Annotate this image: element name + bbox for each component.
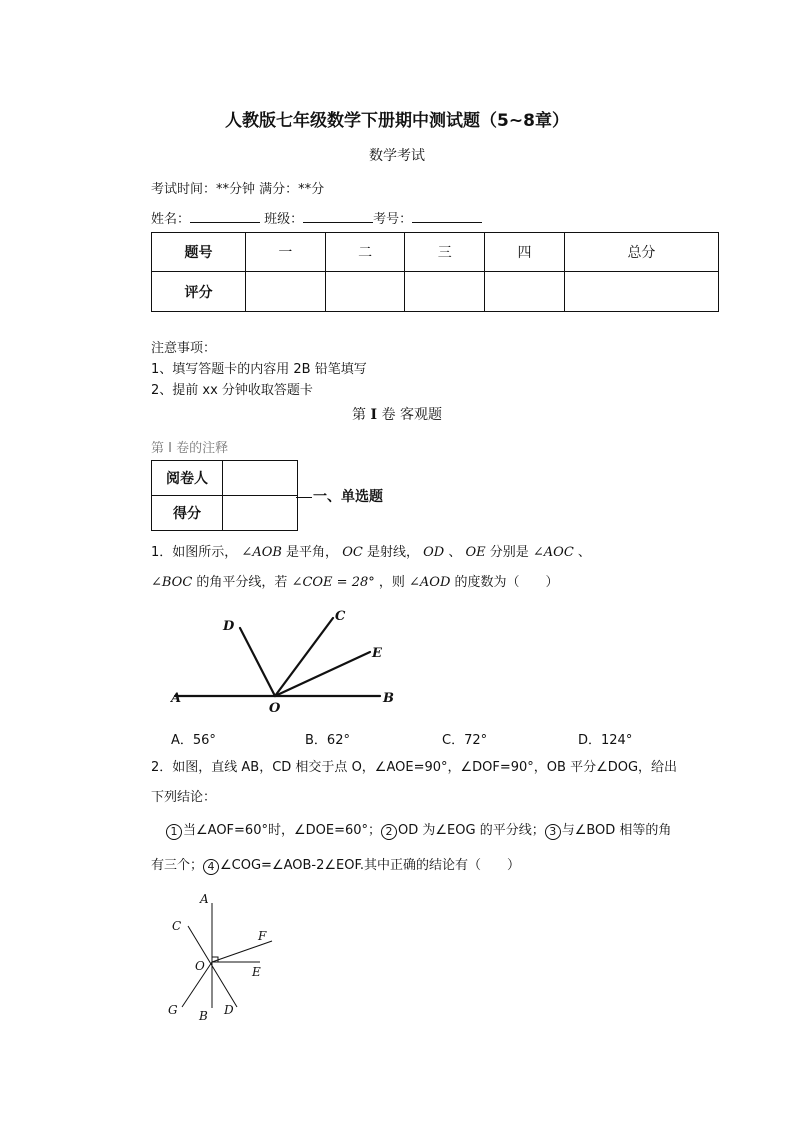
grader-row (152, 461, 298, 496)
score-header-cell: 三 (405, 233, 485, 272)
score-header-cell: 二 (325, 233, 405, 272)
label-b: B (199, 1009, 208, 1023)
circled-number: 1 (166, 824, 182, 840)
score-cell[interactable] (325, 272, 405, 312)
label-e: E (252, 965, 261, 979)
score-header-cell: 一 (246, 233, 326, 272)
label-e: E (372, 646, 382, 661)
ray-oe (275, 652, 370, 696)
reviewer-label: 阅卷人 (152, 461, 223, 496)
score-table-score-row (152, 272, 719, 312)
q2-stem (151, 753, 721, 813)
section-note: 第 I 卷的注释 (151, 441, 229, 456)
label-f: F (258, 929, 267, 943)
label-g: G (168, 1003, 178, 1017)
part-title: 一、单选题 (296, 486, 383, 506)
choice-b[interactable]: B．62° (305, 733, 350, 748)
score-header-cell: 四 (485, 233, 565, 272)
q2-conclusions-line1: 1 当∠AOF=60°时，∠DOE=60°； 2 OD 为∠EOG 的平分线； 3 与∠BOD 相等的角 (166, 816, 736, 846)
notes-item: 2、提前 xx 分钟收取答题卡 (151, 383, 313, 398)
name-label: 姓名： (151, 212, 191, 227)
circled-number: 3 (545, 824, 561, 840)
reviewer-cell[interactable] (223, 461, 298, 496)
grader-score-label: 得分 (152, 496, 223, 531)
grader-row (152, 496, 298, 531)
notes-item: 1、填写答题卡的内容用 2B 铅笔填写 (151, 362, 367, 377)
exam-time-line: 考试时间：**分钟 满分：**分 (151, 182, 325, 197)
score-cell[interactable] (485, 272, 565, 312)
ray-od (240, 628, 275, 696)
score-table-header-row (152, 233, 719, 272)
label-b: B (383, 691, 394, 706)
score-row-label: 评分 (152, 272, 246, 312)
student-info-line (151, 208, 482, 227)
q2-stem-line1: 2．如图，直线 AB，CD 相交于点 O，∠AOE=90°，∠DOF=90°，OB 平分∠DOG，给出 (151, 760, 678, 775)
exam-title: 人教版七年级数学下册期中测试题（5~8章） (225, 111, 569, 131)
label-o: O (269, 701, 281, 716)
q1-line1: 1．如图所示， ∠AOB 是平角， OC 是射线， OD 、 OE 分别是 ∠AOC 、 (151, 545, 591, 560)
q2-conclusions-line2: 有三个； 4 ∠COG=∠AOB-2∠EOF.其中正确的结论有（ ） (151, 858, 520, 873)
circled-number: 2 (381, 824, 397, 840)
score-header-cell: 总分 (564, 233, 718, 272)
notes-title: 注意事项： (151, 341, 217, 356)
exam-no-blank[interactable] (412, 210, 482, 223)
choice-c[interactable]: C．72° (442, 733, 488, 748)
label-d: D (224, 1003, 234, 1017)
choice-a[interactable]: A．56° (171, 733, 216, 748)
score-header-cell: 题号 (152, 233, 246, 272)
exam-subtitle: 数学考试 (369, 148, 425, 164)
ray-oc (275, 618, 333, 696)
score-cell[interactable] (405, 272, 485, 312)
q1-figure (165, 600, 405, 715)
label-a: A (200, 892, 209, 906)
score-cell[interactable] (246, 272, 326, 312)
notes-block (151, 338, 367, 401)
exam-no-label: 考号： (373, 212, 413, 227)
label-d: D (223, 619, 235, 634)
label-a: A (171, 691, 182, 706)
label-c: C (335, 609, 346, 624)
q1-line2: ∠BOC 的角平分线，若 ∠COE = 28° ，则 ∠AOD 的度数为（ ） (151, 575, 559, 590)
score-cell[interactable] (564, 272, 718, 312)
q2-figure (160, 890, 290, 1025)
section-title: 第 I 卷 客观题 (352, 407, 442, 423)
name-blank[interactable] (190, 210, 260, 223)
score-table (151, 232, 719, 312)
class-blank[interactable] (303, 210, 373, 223)
label-o: O (195, 959, 205, 973)
grader-table (151, 460, 298, 531)
ray-of (212, 941, 272, 962)
choice-d[interactable]: D．124° (578, 733, 633, 748)
circled-number: 4 (203, 859, 219, 875)
class-label: 班级： (264, 212, 304, 227)
label-c: C (172, 919, 182, 933)
grader-score-cell[interactable] (223, 496, 298, 531)
q2-stem-line2: 下列结论： (151, 790, 217, 805)
